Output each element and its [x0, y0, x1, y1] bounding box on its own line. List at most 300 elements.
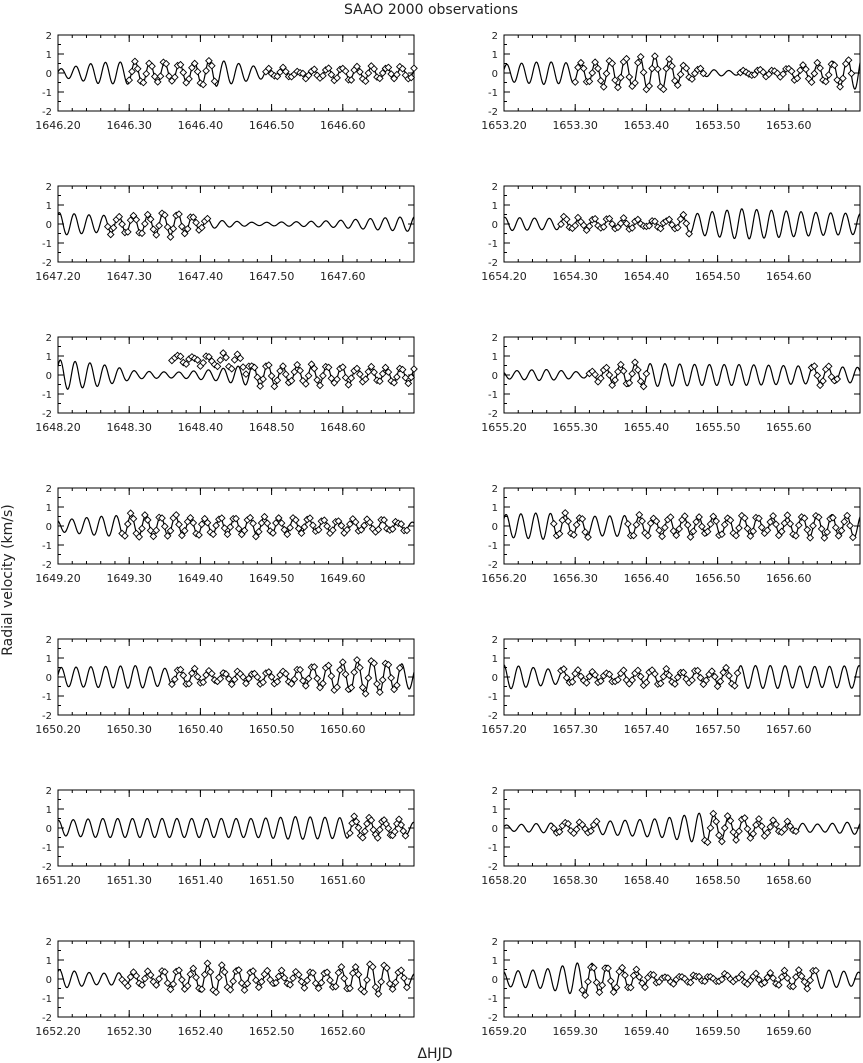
data-point [615, 84, 621, 90]
data-point [593, 979, 599, 985]
x-tick-label: 1646.20 [35, 119, 81, 132]
y-tick-label: 1 [45, 503, 52, 514]
data-point [305, 373, 311, 379]
data-point [351, 669, 357, 675]
x-tick-label: 1655.20 [481, 421, 527, 434]
y-tick-label: 0 [45, 673, 52, 684]
panel-night-1650 [35, 635, 414, 736]
data-point [411, 366, 417, 372]
data-point [781, 520, 787, 526]
y-tick-label: -2 [42, 711, 52, 722]
data-point [811, 70, 817, 76]
data-point [796, 522, 802, 528]
y-tick-label: 1 [45, 201, 52, 212]
panel-night-1653 [481, 31, 860, 132]
data-point [620, 368, 626, 374]
data-point [357, 371, 363, 377]
panel-night-1659 [481, 937, 860, 1038]
data-point [392, 979, 398, 985]
x-tick-label: 1656.50 [694, 572, 741, 585]
data-point [335, 970, 341, 976]
y-tick-label: -1 [42, 390, 52, 401]
data-point [204, 960, 210, 966]
data-point [710, 810, 716, 816]
data-point [833, 524, 839, 530]
x-tick-label: 1653.40 [623, 119, 670, 132]
data-point [636, 974, 642, 980]
data-point [793, 974, 799, 980]
y-tick-label: 0 [45, 69, 52, 80]
panel-night-1647 [35, 182, 414, 283]
data-point [633, 966, 639, 972]
y-tick-label: 2 [491, 484, 498, 495]
data-point [350, 970, 356, 976]
y-tick-label: 0 [491, 522, 498, 533]
x-tick-label: 1649.20 [35, 572, 81, 585]
x-tick-label: 1655.50 [694, 421, 741, 434]
y-tick-label: 1 [45, 956, 52, 967]
data-point [250, 520, 256, 526]
data-point [119, 221, 125, 227]
data-point [180, 672, 186, 678]
data-point [297, 367, 303, 373]
panel-grid [35, 31, 860, 1038]
data-point [713, 818, 719, 824]
y-tick-label: 2 [45, 484, 52, 495]
x-tick-label: 1659.20 [481, 1025, 527, 1038]
data-point [759, 524, 765, 530]
x-tick-label: 1647.20 [35, 270, 81, 283]
data-point [585, 979, 591, 985]
data-point [139, 525, 145, 531]
data-point [360, 684, 366, 690]
data-point [801, 979, 807, 985]
data-point [355, 971, 361, 977]
data-point [257, 383, 263, 389]
data-point [239, 980, 245, 986]
y-tick-label: -2 [488, 711, 498, 722]
data-point [626, 74, 632, 80]
data-point [193, 974, 199, 980]
data-point [798, 973, 804, 979]
data-point [707, 825, 713, 831]
data-point [662, 524, 668, 530]
data-point [562, 510, 568, 516]
data-point [354, 657, 360, 663]
data-point [736, 525, 742, 531]
data-point [362, 828, 368, 834]
y-tick-label: 0 [45, 371, 52, 382]
x-tick-label: 1649.50 [248, 572, 295, 585]
data-point [342, 671, 348, 677]
x-tick-label: 1650.40 [177, 723, 224, 736]
data-point [625, 521, 631, 527]
panel-night-1648 [35, 333, 417, 434]
data-point [157, 73, 163, 79]
data-point [573, 522, 579, 528]
x-tick-label: 1650.50 [248, 723, 295, 736]
y-tick-label: 1 [491, 654, 498, 665]
y-tick-label: 2 [45, 333, 52, 344]
x-tick-label: 1648.40 [177, 421, 224, 434]
data-point [606, 372, 612, 378]
data-point [722, 522, 728, 528]
x-tick-label: 1652.20 [35, 1025, 81, 1038]
data-point [153, 527, 159, 533]
y-tick-label: 2 [491, 786, 498, 797]
data-point [599, 982, 605, 988]
data-point [394, 374, 400, 380]
data-point [156, 976, 162, 982]
data-point [241, 987, 247, 993]
x-tick-label: 1659.60 [766, 1025, 812, 1038]
data-point [327, 977, 333, 983]
data-point [203, 68, 209, 74]
x-tick-label: 1649.60 [320, 572, 366, 585]
data-point [677, 71, 683, 77]
y-tick-label: 0 [45, 220, 52, 231]
data-point [726, 673, 732, 679]
x-tick-label: 1651.50 [248, 874, 295, 887]
data-point [374, 681, 380, 687]
data-point [638, 673, 644, 679]
data-point [236, 526, 242, 532]
panel-frame [58, 488, 414, 564]
x-tick-label: 1657.20 [481, 723, 527, 736]
x-tick-label: 1656.20 [481, 572, 527, 585]
data-point [826, 72, 832, 78]
data-point [598, 78, 604, 84]
x-tick-label: 1646.40 [177, 119, 224, 132]
data-point [258, 979, 264, 985]
data-point [126, 77, 132, 83]
y-tick-label: -2 [488, 862, 498, 873]
panel-night-1646 [35, 31, 417, 132]
y-tick-label: -1 [42, 239, 52, 250]
data-point [615, 369, 621, 375]
y-tick-label: 0 [491, 371, 498, 382]
data-point [810, 523, 816, 529]
data-point [213, 522, 219, 528]
x-tick-label: 1654.20 [481, 270, 527, 283]
data-point [821, 535, 827, 541]
y-tick-label: 0 [45, 975, 52, 986]
x-tick-label: 1649.30 [106, 572, 152, 585]
model-curve [504, 665, 860, 689]
data-point [730, 829, 736, 835]
panel-night-1658 [481, 786, 860, 887]
x-tick-label: 1657.60 [766, 723, 812, 736]
y-tick-label: 1 [491, 50, 498, 61]
y-tick-label: -1 [488, 994, 498, 1005]
data-point [227, 524, 233, 530]
data-point [340, 659, 346, 665]
data-point [194, 674, 200, 680]
panel-night-1656 [481, 484, 860, 585]
data-point [260, 376, 266, 382]
data-point [162, 523, 168, 529]
y-tick-label: 1 [491, 201, 498, 212]
data-point [348, 375, 354, 381]
data-point [807, 977, 813, 983]
data-point [372, 984, 378, 990]
y-tick-label: -1 [488, 390, 498, 401]
data-point [264, 520, 270, 526]
x-tick-label: 1657.50 [694, 723, 741, 736]
data-point [254, 374, 260, 380]
data-point [290, 975, 296, 981]
data-point [623, 220, 629, 226]
x-tick-label: 1652.60 [320, 1025, 366, 1038]
y-tick-label: 0 [491, 220, 498, 231]
data-point [656, 527, 662, 533]
panel-frame [504, 488, 860, 564]
x-tick-label: 1653.30 [552, 119, 598, 132]
data-point [685, 522, 691, 528]
data-point [342, 374, 348, 380]
panel-frame [504, 639, 860, 715]
data-point [633, 522, 639, 528]
data-point [328, 673, 334, 679]
x-tick-label: 1648.50 [248, 421, 295, 434]
data-point [194, 68, 200, 74]
data-point [268, 373, 274, 379]
x-tick-label: 1659.40 [623, 1025, 670, 1038]
panel-night-1654 [481, 182, 860, 283]
y-tick-label: -2 [42, 258, 52, 269]
data-point [841, 519, 847, 525]
data-point [649, 65, 655, 71]
data-point [170, 226, 176, 232]
x-tick-label: 1651.40 [177, 874, 224, 887]
data-point [744, 525, 750, 531]
data-point [278, 967, 284, 973]
data-point [787, 521, 793, 527]
y-tick-label: 0 [45, 824, 52, 835]
data-point [199, 521, 205, 527]
x-tick-label: 1655.30 [552, 421, 598, 434]
data-point [291, 369, 297, 375]
data-point [281, 975, 287, 981]
data-point [736, 828, 742, 834]
x-tick-label: 1650.20 [35, 723, 81, 736]
y-tick-label: 1 [45, 50, 52, 61]
x-tick-label: 1653.20 [481, 119, 527, 132]
x-tick-label: 1647.30 [106, 270, 152, 283]
data-point [666, 672, 672, 678]
x-tick-label: 1657.30 [552, 723, 598, 736]
data-point [632, 359, 638, 365]
data-point [221, 525, 227, 531]
data-point [589, 70, 595, 76]
data-point [847, 522, 853, 528]
panel-frame [58, 941, 414, 1017]
x-tick-label: 1650.60 [320, 723, 366, 736]
data-point [581, 65, 587, 71]
data-point [108, 231, 114, 237]
data-point [781, 967, 787, 973]
x-tick-label: 1649.40 [177, 572, 224, 585]
y-tick-label: 2 [491, 937, 498, 948]
x-tick-label: 1658.50 [694, 874, 741, 887]
data-point [211, 78, 217, 84]
y-tick-label: 2 [45, 937, 52, 948]
data-point [298, 978, 304, 984]
data-point [142, 221, 148, 227]
x-tick-label: 1658.20 [481, 874, 527, 887]
data-point [216, 974, 222, 980]
y-tick-label: 0 [491, 673, 498, 684]
data-point [365, 70, 371, 76]
data-point [304, 977, 310, 983]
y-tick-label: -1 [42, 541, 52, 552]
panel-night-1652 [35, 937, 414, 1038]
x-tick-label: 1648.20 [35, 421, 81, 434]
model-curve [504, 364, 860, 387]
x-tick-label: 1656.40 [623, 572, 670, 585]
y-tick-label: 2 [45, 786, 52, 797]
x-tick-label: 1652.30 [106, 1025, 152, 1038]
data-point [629, 371, 635, 377]
x-tick-label: 1657.40 [623, 723, 670, 736]
data-point [814, 372, 820, 378]
x-tick-label: 1656.30 [552, 572, 598, 585]
y-tick-label: 0 [491, 975, 498, 986]
data-point [804, 527, 810, 533]
panel-night-1649 [35, 484, 414, 585]
x-tick-label: 1655.40 [623, 421, 670, 434]
data-point [660, 673, 666, 679]
data-point [380, 677, 386, 683]
x-tick-label: 1646.60 [320, 119, 366, 132]
data-point [401, 975, 407, 981]
panel-frame [58, 186, 414, 262]
data-point [784, 975, 790, 981]
y-tick-label: 0 [491, 824, 498, 835]
data-point [310, 522, 316, 528]
data-point [759, 823, 765, 829]
data-point [716, 832, 722, 838]
data-point [127, 510, 133, 516]
data-point [129, 68, 135, 74]
x-tick-label: 1648.60 [320, 421, 366, 434]
x-tick-label: 1654.60 [766, 270, 812, 283]
y-tick-label: 2 [491, 333, 498, 344]
data-point [734, 670, 740, 676]
x-tick-label: 1659.30 [552, 1025, 598, 1038]
data-point [643, 371, 649, 377]
data-point [357, 664, 363, 670]
y-tick-label: -1 [42, 88, 52, 99]
data-point [324, 523, 330, 529]
data-point [639, 518, 645, 524]
data-point [630, 972, 636, 978]
panel-night-1657 [481, 635, 860, 736]
data-point [683, 220, 689, 226]
y-tick-label: -1 [488, 692, 498, 703]
data-point [143, 71, 149, 77]
data-point [565, 518, 571, 524]
data-point [355, 825, 361, 831]
data-point [314, 675, 320, 681]
data-point [164, 224, 170, 230]
data-point [253, 977, 259, 983]
x-tick-label: 1647.50 [248, 270, 295, 283]
y-tick-label: -1 [488, 843, 498, 854]
data-point [636, 512, 642, 518]
y-tick-label: -2 [488, 1013, 498, 1024]
data-point [655, 66, 661, 72]
x-tick-label: 1652.40 [177, 1025, 224, 1038]
data-point [135, 66, 141, 72]
y-tick-label: 1 [45, 654, 52, 665]
data-point [110, 225, 116, 231]
x-tick-label: 1658.40 [623, 874, 670, 887]
data-point [176, 521, 182, 527]
data-point [744, 826, 750, 832]
data-point [840, 75, 846, 81]
y-tick-label: 1 [491, 805, 498, 816]
y-tick-label: -2 [488, 107, 498, 118]
y-tick-label: 1 [45, 352, 52, 363]
y-tick-label: -1 [488, 239, 498, 250]
panel-night-1651 [35, 786, 414, 887]
panel-night-1655 [481, 333, 860, 434]
y-tick-label: 2 [491, 635, 498, 646]
data-point [807, 535, 813, 541]
data-point [753, 822, 759, 828]
y-tick-label: 2 [45, 635, 52, 646]
data-point [320, 373, 326, 379]
data-point [622, 972, 628, 978]
data-point [341, 975, 347, 981]
y-tick-label: 1 [45, 805, 52, 816]
y-tick-label: -1 [42, 843, 52, 854]
data-point [402, 375, 408, 381]
y-axis-title: Radial velocity (km/s) [0, 504, 16, 656]
data-point [130, 516, 136, 522]
x-tick-label: 1646.50 [248, 119, 295, 132]
data-point [240, 364, 246, 370]
x-tick-label: 1651.60 [320, 874, 366, 887]
data-point [283, 371, 289, 377]
y-tick-label: -1 [42, 994, 52, 1005]
data-point [231, 357, 237, 363]
data-point [707, 521, 713, 527]
data-point [179, 977, 185, 983]
x-tick-label: 1653.50 [694, 119, 741, 132]
y-tick-label: 2 [45, 182, 52, 193]
data-point [551, 521, 557, 527]
y-tick-label: 0 [491, 69, 498, 80]
data-point [276, 973, 282, 979]
y-tick-label: -1 [488, 88, 498, 99]
y-tick-label: -2 [42, 862, 52, 873]
data-point [380, 371, 386, 377]
x-tick-label: 1653.60 [766, 119, 812, 132]
data-point [221, 969, 227, 975]
data-point [818, 526, 824, 532]
data-point [301, 524, 307, 530]
data-point [105, 223, 111, 229]
data-point [824, 529, 830, 535]
x-tick-label: 1651.30 [106, 874, 152, 887]
data-point [167, 234, 173, 240]
x-tick-label: 1656.60 [766, 572, 812, 585]
y-tick-label: 2 [491, 31, 498, 42]
x-tick-label: 1658.30 [552, 874, 598, 887]
data-point [365, 675, 371, 681]
